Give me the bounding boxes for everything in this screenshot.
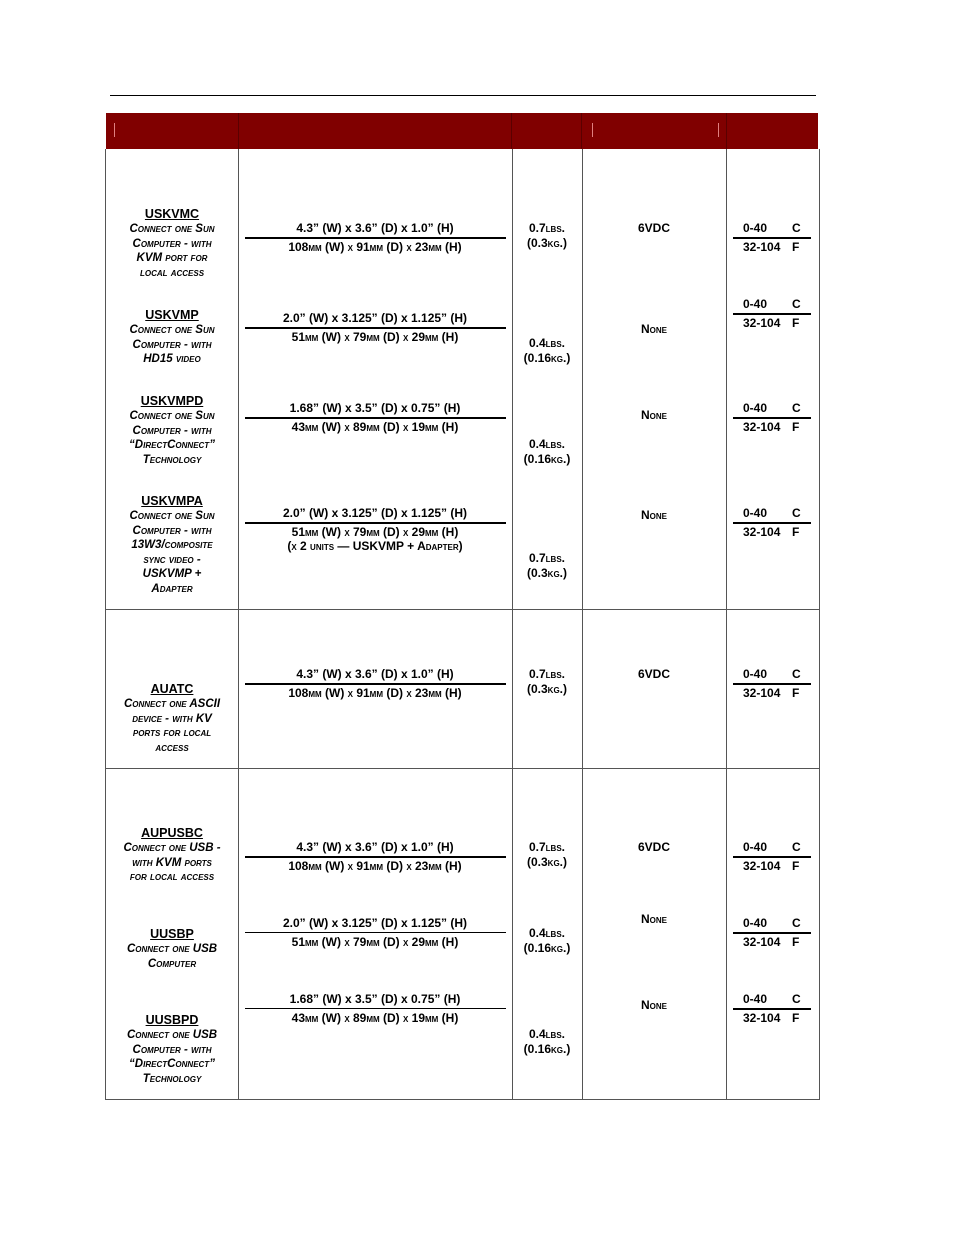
product-description: Computer - with	[132, 424, 212, 437]
dimension-divider	[245, 327, 506, 329]
weight: 0.7lbs.	[528, 551, 566, 565]
table-header	[106, 113, 818, 149]
dimension-divider	[245, 522, 506, 523]
dimensions-inches: 4.3” (W) x 3.6” (D) x 1.0” (H)	[296, 840, 454, 854]
product-description: local access	[139, 266, 205, 279]
column-divider	[726, 149, 727, 1099]
dimension-divider	[245, 932, 506, 933]
temperature-celsius: 0-40	[743, 221, 768, 235]
temperature-fahrenheit: 32-104	[743, 859, 781, 873]
power: None	[640, 408, 668, 422]
product-description: Connect one USB -	[123, 842, 221, 854]
weight: 0.4lbs.	[528, 437, 566, 451]
unit-celsius: C	[792, 297, 801, 311]
unit-celsius: C	[792, 221, 801, 235]
weight: 0.4lbs.	[528, 1027, 566, 1041]
power: None	[640, 998, 668, 1012]
product-name: USKVMP	[145, 308, 199, 322]
dimensions-mm: 108mm (W) x 91mm (D) x 23mm (H)	[288, 859, 462, 873]
dimension-divider	[245, 237, 506, 239]
dimensions-inches: 2.0” (W) x 3.125” (D) x 1.125” (H)	[282, 916, 468, 930]
product-description: USKVMP +	[142, 568, 202, 580]
product-description: Connect one ASCII	[123, 698, 221, 710]
temperature-fahrenheit: 32-104	[743, 525, 781, 539]
dimensions-note: (x 2 units — USKVMP + Adapter)	[287, 539, 463, 553]
unit-fahrenheit: F	[792, 935, 800, 949]
unit-celsius: C	[792, 401, 801, 415]
product-description: device - with KV	[132, 712, 212, 725]
weight: (0.3kg.)	[526, 566, 568, 580]
temperature-fahrenheit: 32-104	[743, 316, 781, 330]
temperature-fahrenheit: 32-104	[743, 420, 781, 434]
temperature-divider	[733, 313, 811, 315]
dimensions-mm: 51mm (W) x 79mm (D) x 29mm (H)	[291, 935, 459, 949]
group-divider	[105, 609, 819, 610]
temperature-celsius: 0-40	[743, 840, 768, 854]
product-name: USKVMPD	[140, 394, 204, 408]
dimension-divider	[245, 856, 506, 858]
product-description: ports for local	[132, 727, 212, 739]
dimensions-inches: 2.0” (W) x 3.125” (D) x 1.125” (H)	[282, 311, 468, 325]
product-description: Connect one Sun	[129, 510, 215, 522]
dimension-divider	[245, 683, 506, 685]
dimension-divider	[245, 417, 506, 419]
temperature-celsius: 0-40	[743, 401, 768, 415]
temperature-fahrenheit: 32-104	[743, 935, 781, 949]
unit-celsius: C	[792, 667, 801, 681]
weight: (0.16kg.)	[523, 452, 571, 466]
dimensions-inches: 2.0” (W) x 3.125” (D) x 1.125” (H)	[282, 506, 468, 520]
product-name: AUATC	[150, 682, 194, 696]
temperature-fahrenheit: 32-104	[743, 686, 781, 700]
temperature-celsius: 0-40	[743, 667, 768, 681]
product-name: UUSBPD	[145, 1013, 199, 1027]
column-divider	[582, 149, 583, 1099]
top-rule	[110, 95, 816, 96]
header-tick	[114, 123, 115, 137]
weight: (0.3kg.)	[526, 855, 568, 869]
unit-celsius: C	[792, 916, 801, 930]
dimensions-inches: 4.3” (W) x 3.6” (D) x 1.0” (H)	[296, 667, 454, 681]
product-description: Computer - with	[132, 1043, 212, 1056]
header-divider	[238, 113, 239, 149]
product-description: Connect one USB	[126, 1029, 218, 1041]
dimensions-mm: 43mm (W) x 89mm (D) x 19mm (H)	[291, 420, 459, 434]
power: None	[640, 322, 668, 336]
product-description: Connect one USB	[126, 943, 218, 955]
temperature-divider	[733, 932, 811, 934]
product-description: Technology	[142, 1072, 202, 1085]
column-divider	[238, 149, 239, 1099]
temperature-divider	[733, 683, 811, 685]
power: 6VDC	[637, 840, 671, 854]
header-divider	[581, 113, 582, 149]
product-name: UUSBP	[150, 927, 194, 941]
temperature-divider	[733, 237, 811, 239]
product-description: with KVM ports	[132, 856, 212, 869]
product-description: Connect one Sun	[129, 410, 215, 422]
column-divider	[512, 149, 513, 1099]
weight: 0.7lbs.	[528, 840, 566, 854]
dimensions-mm: 108mm (W) x 91mm (D) x 23mm (H)	[288, 686, 462, 700]
product-description: for local access	[129, 871, 215, 883]
temperature-celsius: 0-40	[743, 992, 768, 1006]
power: None	[640, 912, 668, 926]
weight: (0.16kg.)	[523, 351, 571, 365]
weight: 0.4lbs.	[528, 926, 566, 940]
dimensions-inches: 4.3” (W) x 3.6” (D) x 1.0” (H)	[296, 221, 454, 235]
temperature-divider	[733, 1008, 811, 1010]
unit-fahrenheit: F	[792, 316, 800, 330]
temperature-celsius: 0-40	[743, 506, 768, 520]
header-tick	[718, 123, 719, 137]
product-description: Adapter	[151, 582, 193, 595]
temperature-divider	[733, 856, 811, 858]
weight: 0.4lbs.	[528, 336, 566, 350]
temperature-celsius: 0-40	[743, 916, 768, 930]
temperature-celsius: 0-40	[743, 297, 768, 311]
unit-fahrenheit: F	[792, 859, 800, 873]
product-description: Technology	[142, 453, 202, 466]
product-description: Computer - with	[132, 237, 212, 250]
product-name: USKVMPA	[141, 494, 203, 508]
unit-celsius: C	[792, 506, 801, 520]
temperature-divider	[733, 417, 811, 419]
weight: (0.16kg.)	[523, 941, 571, 955]
product-description: 13W3/composite	[131, 539, 213, 551]
group-divider	[105, 768, 819, 769]
dimensions-mm: 43mm (W) x 89mm (D) x 19mm (H)	[291, 1011, 459, 1025]
product-description: HD15 video	[143, 353, 201, 365]
product-name: AUPUSBC	[141, 826, 203, 840]
product-description: Computer - with	[132, 524, 212, 537]
unit-celsius: C	[792, 840, 801, 854]
power: 6VDC	[637, 667, 671, 681]
header-tick	[592, 123, 593, 137]
dimensions-inches: 1.68” (W) x 3.5” (D) x 0.75” (H)	[289, 992, 461, 1006]
product-description: “DirectConnect”	[129, 1058, 215, 1070]
product-description: KVM port for	[136, 252, 208, 264]
dimensions-mm: 51mm (W) x 79mm (D) x 29mm (H)	[291, 525, 459, 539]
power: None	[640, 508, 668, 522]
unit-fahrenheit: F	[792, 420, 800, 434]
product-name: USKVMC	[144, 207, 200, 221]
weight: (0.3kg.)	[526, 236, 568, 250]
spec-table	[105, 149, 820, 1100]
product-description: sync video -	[143, 553, 201, 566]
weight: 0.7lbs.	[528, 221, 566, 235]
unit-fahrenheit: F	[792, 686, 800, 700]
temperature-fahrenheit: 32-104	[743, 240, 781, 254]
temperature-divider	[733, 522, 811, 524]
product-description: Connect one Sun	[129, 223, 215, 235]
unit-celsius: C	[792, 992, 801, 1006]
dimension-divider	[245, 1008, 506, 1009]
weight: (0.16kg.)	[523, 1042, 571, 1056]
unit-fahrenheit: F	[792, 525, 800, 539]
product-description: Computer - with	[132, 338, 212, 351]
weight: 0.7lbs.	[528, 667, 566, 681]
dimensions-mm: 51mm (W) x 79mm (D) x 29mm (H)	[291, 330, 459, 344]
power: 6VDC	[637, 221, 671, 235]
product-description: Computer	[147, 957, 197, 970]
temperature-fahrenheit: 32-104	[743, 1011, 781, 1025]
weight: (0.3kg.)	[526, 682, 568, 696]
product-description: access	[155, 741, 189, 754]
unit-fahrenheit: F	[792, 240, 800, 254]
product-description: Connect one Sun	[129, 324, 215, 336]
header-divider	[511, 113, 512, 149]
product-description: “DirectConnect”	[129, 439, 215, 451]
unit-fahrenheit: F	[792, 1011, 800, 1025]
dimensions-mm: 108mm (W) x 91mm (D) x 23mm (H)	[288, 240, 462, 254]
dimensions-inches: 1.68” (W) x 3.5” (D) x 0.75” (H)	[289, 401, 461, 415]
header-divider	[726, 113, 727, 149]
